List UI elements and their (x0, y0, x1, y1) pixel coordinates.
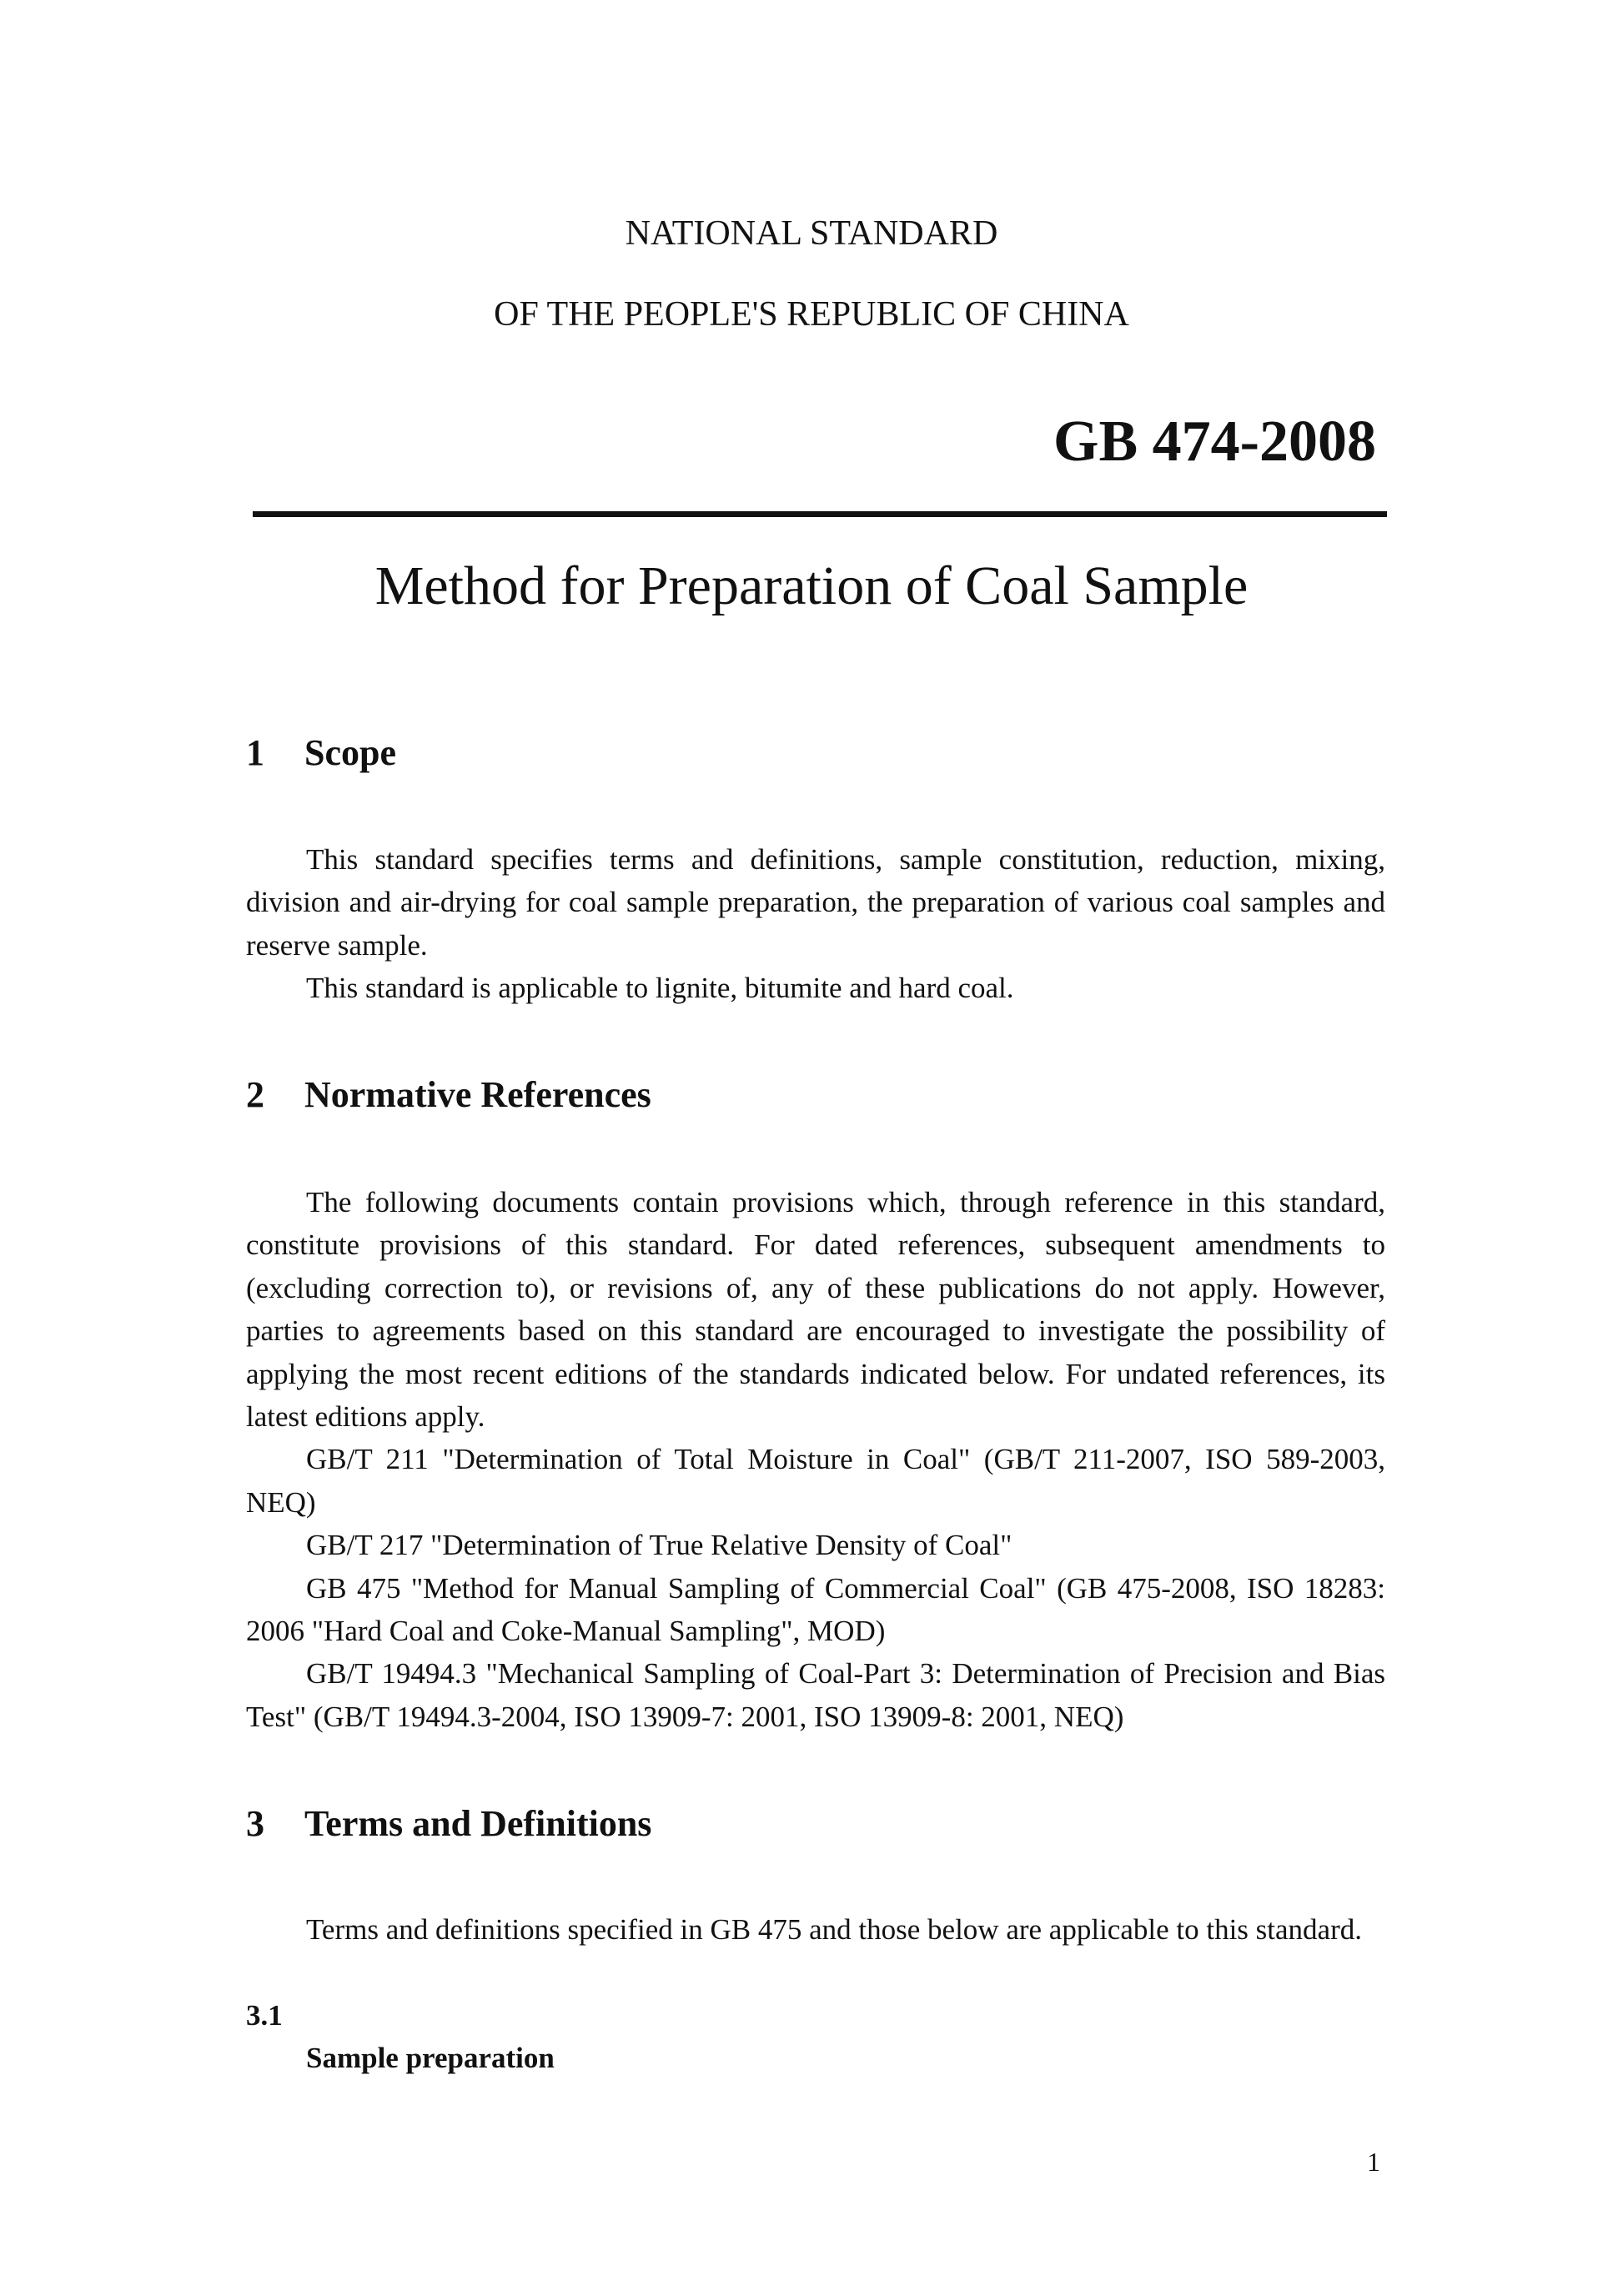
standard-code: GB 474-2008 (1053, 409, 1376, 474)
term-number: 3.1 (246, 1999, 283, 2032)
paragraph: Terms and definitions specified in GB 475 and those below are applicable to this standard. (306, 1913, 1362, 1946)
section-body-normative-references (246, 1181, 1385, 1738)
section-title: Normative References (304, 1074, 651, 1115)
page-number: 1 (1367, 2147, 1380, 2177)
header-line-1: NATIONAL STANDARD (625, 214, 998, 253)
section-body-scope (246, 838, 1385, 1010)
section-number: 2 (246, 1074, 264, 1115)
section-heading-normative-references (246, 1073, 651, 1118)
paragraph: This standard is applicable to lignite, bitumite and hard coal. (306, 972, 1014, 1005)
reference-entry: GB 475 "Method for Manual Sampling of Commercial Coal" (GB 475-2008, ISO 18283: 2006 "Hard Coal and Coke-Manual Sampling", MOD) (246, 1571, 1385, 1648)
term-name: Sample preparation (306, 2042, 555, 2074)
reference-entry: GB/T 217 "Determination of True Relative Density of Coal" (306, 1529, 1012, 1562)
header-line-2: OF THE PEOPLE'S REPUBLIC OF CHINA (494, 295, 1129, 334)
paragraph: This standard specifies terms and definitions, sample constitution, reduction, mixing, division and air-drying for coal sample preparation, the preparation of various coal samples and reserve sample. (246, 843, 1385, 962)
header-divider (253, 511, 1387, 517)
section-heading-scope (246, 731, 396, 776)
section-number: 1 (246, 732, 264, 773)
section-title: Scope (304, 732, 396, 773)
document-title: Method for Preparation of Coal Sample (374, 555, 1249, 616)
section-heading-terms-and-definitions (246, 1801, 651, 1846)
paragraph: The following documents contain provisions which, through reference in this standard, constitute provisions of this standard. For dated references, subsequent amendments to (excluding correction to), or revisions of, any of these publications do not apply. However, parties to agreements based on this standard are encouraged to investigate the possibility of applying the most recent editions of the standards indicated below. For undated references, its latest editions apply. (246, 1186, 1385, 1434)
reference-entry: GB/T 211 "Determination of Total Moisture in Coal" (GB/T 211-2007, ISO 589-2003, NEQ) (246, 1443, 1385, 1519)
section-number: 3 (246, 1803, 264, 1844)
reference-entry: GB/T 19494.3 "Mechanical Sampling of Coal-Part 3: Determination of Precision and Bias Test" (GB/T 19494.3-2004, ISO 13909-7: 2001, ISO 13909-8: 2001, NEQ) (246, 1657, 1385, 1733)
section-title: Terms and Definitions (304, 1803, 652, 1844)
section-body-terms-and-definitions (246, 1908, 1385, 1951)
